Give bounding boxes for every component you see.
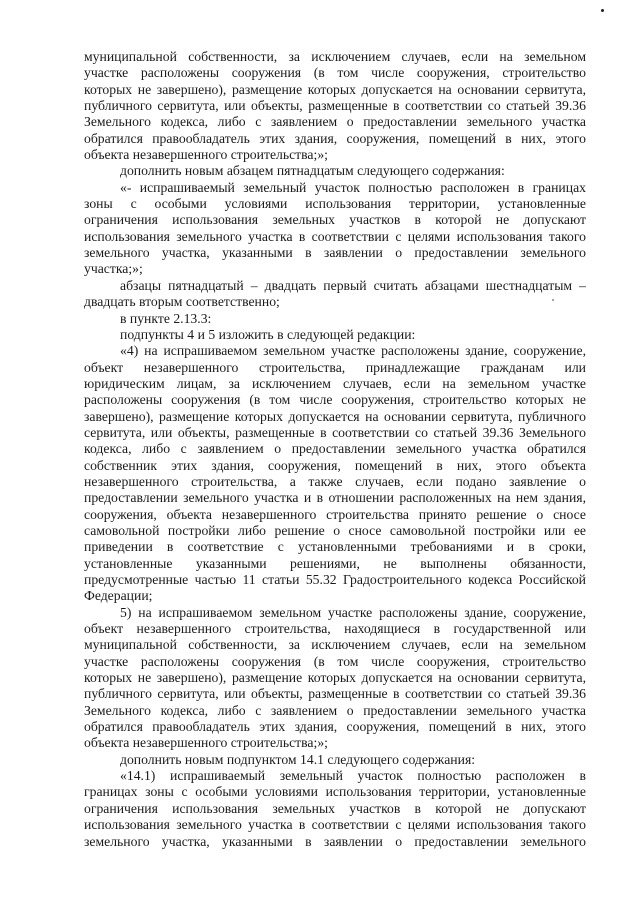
text-line: использования земельного участка в соответствии с целями использования такого [84, 228, 586, 244]
text-line: муниципальной собственности, за исключением случаев, если на земельном [84, 49, 586, 64]
text-line: юридическим лицам, за исключением случаев, если на земельном участке [84, 375, 586, 391]
text-line: ограничения использования земельных участков в которой не допускают [84, 212, 586, 228]
text-line: объект незавершенного строительства, находящиеся в государственной или [84, 621, 586, 637]
text-line: использования земельного участка в соответствии с целями использования такого [84, 817, 586, 833]
text-line: зоны с особыми условиями использования территории, установленные [84, 196, 586, 212]
text-line: предоставлении земельного участка и в отношении расположенных на нем здания, [84, 490, 586, 506]
text-line: самовольной постройки либо решение о сносе самовольной постройки или ее [84, 522, 586, 538]
text-line: объекта незавершенного строительства;»; [84, 735, 328, 751]
text-line: ограничения использования земельных участков в которой не допускают [84, 800, 586, 816]
text-line: установленные указанными решениями, не выполнены обязанности, [84, 555, 586, 571]
text-line: сервитута, или объекты, размещенные в соответствии со статьей 39.36 Земельного [84, 424, 586, 440]
text-line: Земельного кодекса, либо с заявлением о предоставлении земельного участка [84, 702, 586, 718]
text-line: объекта незавершенного строительства;»; [84, 147, 328, 163]
text-line: приведении в соответствие с установленными требованиями и в сроки, [84, 539, 586, 555]
text-line: обратился правообладатель этих здания, сооружения, помещений в них, этого [84, 130, 586, 146]
text-line: завершено), размещение которых допускается на основании сервитута, публичного [84, 408, 586, 424]
text-line: участке расположены сооружения (в том числе сооружения, строительство [84, 65, 586, 81]
text-line: муниципальной собственности, за исключением случаев, если на земельном [84, 637, 586, 653]
text-line: обратился правообладатель этих здания, сооружения, помещений в них, этого [84, 719, 586, 735]
text-line: кодекса, либо с заявлением о предоставлении земельного участка обратился [84, 441, 586, 457]
text-line: земельного участка, указанными в заявлении о предоставлении земельного [84, 833, 586, 849]
text-line: расположены сооружения (в том числе сооружения, строительство которых не [84, 392, 586, 408]
text-line: участка;»; [84, 261, 143, 277]
scan-speck [601, 9, 604, 12]
text-line: объект незавершенного строительства, принадлежащие гражданам или [84, 359, 586, 375]
text-line: в пункте 2.13.3: [120, 310, 212, 326]
text-line: которых не завершено), размещение которых допускается на основании сервитута, [84, 670, 586, 686]
text-line: двадцать вторым соответственно; [84, 294, 280, 310]
text-line: дополнить новым подпунктом 14.1 следующего содержания: [120, 751, 476, 767]
text-line: «14.1) испрашиваемый земельный участок полностью расположен в [120, 768, 586, 784]
text-line: дополнить новым абзацем пятнадцатым следующего содержания: [120, 163, 505, 179]
text-line: незавершенного строительства, а также случаев, если подано заявление о [84, 473, 586, 489]
text-line: земельного участка, указанными в заявлении о предоставлении земельного [84, 245, 586, 261]
text-line: «- испрашиваемый земельный участок полностью расположен в границах [120, 179, 586, 195]
text-line: участке расположены сооружения (в том числе сооружения, строительство [84, 653, 586, 669]
text-line: 5) на испрашиваемом земельном участке расположены здание, сооружение, [120, 604, 586, 620]
text-line: Федерации; [84, 588, 153, 604]
text-line: публичного сервитута, или объекты, размещенные в соответствии со статьей 39.36 [84, 686, 586, 702]
text-line: Земельного кодекса, либо с заявлением о предоставлении земельного участка [84, 114, 586, 130]
text-line: «4) на испрашиваемом земельном участке расположены здание, сооружение, [120, 343, 586, 359]
text-line: границах зоны с особыми условиями использования территории, установленные [84, 784, 586, 800]
text-line: абзацы пятнадцатый – двадцать первый считать абзацами шестнадцатым – [120, 277, 586, 293]
document-body [84, 49, 586, 850]
text-line: сооружения, объекта незавершенного строительства принято решение о сносе [84, 506, 586, 522]
text-line: собственник этих здания, сооружения, помещений в них, этого объекта [84, 457, 586, 473]
text-line: которых не завершено), размещение которых допускается на основании сервитута, [84, 81, 586, 97]
text-line: публичного сервитута, или объекты, размещенные в соответствии со статьей 39.36 [84, 98, 586, 114]
text-line: предусмотренные частью 11 статьи 55.32 Градостроительного кодекса Российской [84, 572, 586, 587]
text-line: подпункты 4 и 5 изложить в следующей редакции: [120, 326, 416, 342]
